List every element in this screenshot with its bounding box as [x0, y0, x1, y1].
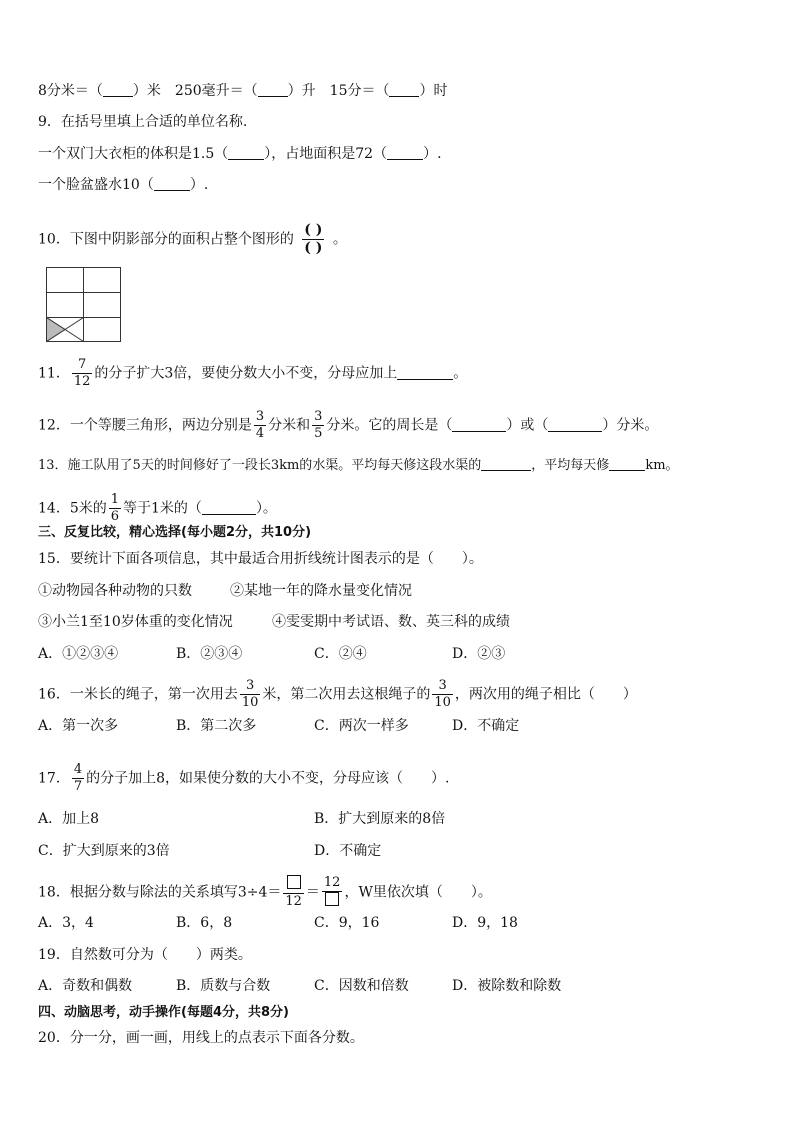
- q15-item-3: ③小兰1至10岁体重的变化情况: [38, 614, 233, 630]
- question-14: [38, 492, 277, 525]
- question-9-title: 9．在括号里填上合适的单位名称.: [38, 114, 248, 130]
- q16-option-c[interactable]: C．两次一样多: [314, 718, 409, 734]
- fraction: [109, 492, 121, 525]
- text: ）时: [419, 83, 448, 99]
- text: 13．施工队用了5天的时间修好了一段长3km的水渠。平均每天修这段水渠的: [38, 458, 482, 473]
- question-16: [38, 678, 637, 711]
- text: 14．5米的: [38, 500, 107, 517]
- text: 分米。它的周长是（: [326, 417, 453, 434]
- fraction-denominator: 7: [73, 779, 83, 794]
- text: 12．一个等腰三角形，两边分别是: [38, 417, 252, 434]
- q16-option-d[interactable]: D．不确定: [452, 718, 520, 734]
- q16-option-b[interactable]: B．第二次多: [176, 718, 257, 734]
- answer-blank[interactable]: [609, 456, 645, 471]
- q17-option-c[interactable]: C．扩大到原来的3倍: [38, 843, 170, 859]
- fraction-numerator: 1: [110, 492, 120, 507]
- fraction-numerator: 3: [240, 678, 261, 695]
- text: ）分米。: [602, 417, 659, 434]
- q16-option-a[interactable]: A．第一次多: [38, 718, 119, 734]
- fraction: [72, 357, 93, 390]
- question-19: 19．自然数可分为（ ）两类。: [38, 947, 252, 963]
- answer-blank[interactable]: [389, 82, 419, 97]
- question-9b: [38, 175, 208, 195]
- text: 。: [332, 231, 347, 248]
- answer-blank[interactable]: [481, 456, 531, 471]
- q15-item-1: ①动物园各种动物的只数: [38, 583, 192, 599]
- text: ＝: [305, 884, 320, 901]
- q15-item-2: ②某地一年的降水量变化情况: [230, 583, 412, 599]
- text: 等于1米的（: [123, 500, 202, 517]
- text: 一个脸盆盛水10（: [38, 177, 154, 193]
- text: ，两次用的绳子相比（ ）: [454, 686, 637, 703]
- text: ）。: [255, 500, 277, 517]
- fraction: [72, 762, 84, 795]
- answer-blank[interactable]: [103, 82, 133, 97]
- text: 17．: [38, 770, 70, 787]
- question-11: [38, 357, 467, 390]
- text: 的分子扩大3倍，要使分数大小不变，分母应加上: [94, 365, 398, 382]
- fraction: [312, 409, 324, 442]
- q19-option-b[interactable]: B．质数与合数: [176, 978, 271, 994]
- text: 的分子加上8，如果使分数的大小不变，分母应该（ ）.: [86, 770, 450, 787]
- question-17: [38, 762, 449, 795]
- text: ），占地面积是72（: [264, 146, 388, 162]
- answer-blank[interactable]: [452, 417, 506, 432]
- q15-option-a[interactable]: A．①②③④: [38, 646, 119, 662]
- q18-option-b[interactable]: B．6，8: [176, 915, 233, 931]
- q19-option-d[interactable]: D．被除数和除数: [452, 978, 562, 994]
- q18-option-d[interactable]: D．9，18: [452, 915, 518, 931]
- text: 11．: [38, 365, 70, 382]
- q18-option-c[interactable]: C．9，16: [314, 915, 380, 931]
- text: 。: [453, 365, 468, 382]
- question-20: 20．分一分，画一画，用线上的点表示下面各分数。: [38, 1030, 364, 1046]
- blank-box-icon[interactable]: [287, 875, 301, 889]
- fraction: [432, 678, 453, 711]
- text: ）或（: [506, 417, 549, 434]
- fraction-numerator: ( ): [304, 222, 323, 238]
- fraction-numerator: 3: [432, 678, 453, 695]
- answer-blank[interactable]: [548, 417, 602, 432]
- fraction-numerator: 7: [72, 357, 93, 374]
- text: 8分米＝（: [38, 83, 103, 99]
- question-9a: [38, 144, 442, 164]
- fraction-numerator: [283, 875, 304, 894]
- blank-box-icon[interactable]: [325, 892, 339, 906]
- text: ）.: [423, 146, 442, 162]
- q17-option-d[interactable]: D．不确定: [314, 843, 382, 859]
- fraction: [283, 875, 304, 910]
- fraction-numerator: 3: [314, 409, 323, 424]
- fraction-denominator: 5: [314, 426, 323, 441]
- q17-option-b[interactable]: B．扩大到原来的8倍: [314, 811, 446, 827]
- q19-option-c[interactable]: C．因数和倍数: [314, 978, 409, 994]
- fraction-numerator: 4: [73, 762, 83, 777]
- text: ，平均每天修: [531, 458, 610, 473]
- unit-conversion-line: [38, 81, 447, 101]
- fraction: [254, 409, 266, 442]
- text: 分米和: [268, 417, 311, 434]
- answer-blank[interactable]: [258, 82, 288, 97]
- text: ，W里依次填（ ）。: [344, 884, 492, 901]
- q15-option-d[interactable]: D．②③: [452, 646, 506, 662]
- text: km。: [645, 458, 679, 473]
- fraction-denominator: 6: [110, 509, 120, 524]
- fraction-numerator: 3: [255, 409, 265, 424]
- question-15: 15．要统计下面各项信息，其中最适合用折线统计图表示的是（ ）。: [38, 551, 483, 567]
- text: 一个双门大衣柜的体积是1.5（: [38, 146, 229, 162]
- question-10: [38, 222, 347, 257]
- text: ）升 15分＝（: [287, 83, 390, 99]
- fraction-denominator: 10: [434, 695, 451, 710]
- fraction: [240, 678, 261, 711]
- answer-blank[interactable]: [202, 500, 256, 515]
- q15-option-b[interactable]: B．②③④: [176, 646, 243, 662]
- question-18: [38, 875, 492, 910]
- answer-blank[interactable]: [397, 365, 453, 380]
- fraction-denominator: 10: [241, 695, 259, 710]
- section-3-heading: 三、反复比较，精心选择(每小题2分，共10分): [38, 525, 312, 540]
- fraction-denominator: 12: [73, 374, 91, 389]
- text: 18．根据分数与除法的关系填写3÷4＝: [38, 884, 282, 901]
- text: ）.: [189, 177, 209, 193]
- fraction-denominator: 4: [255, 426, 265, 441]
- answer-blank[interactable]: [154, 176, 190, 191]
- q15-option-c[interactable]: C．②④: [314, 646, 367, 662]
- question-13: [38, 456, 679, 476]
- answer-fraction-box[interactable]: [302, 222, 324, 257]
- q19-option-a[interactable]: A．奇数和偶数: [38, 978, 133, 994]
- q15-item-4: ④雯雯期中考试语、数、英三科的成绩: [272, 614, 510, 630]
- text: 10．下图中阴影部分的面积占整个图形的: [38, 231, 294, 248]
- fraction-denominator: ( ): [304, 240, 323, 256]
- fraction-denominator: 12: [285, 894, 302, 909]
- q17-option-a[interactable]: A．加上8: [38, 811, 100, 827]
- grid-figure: [46, 267, 122, 343]
- answer-blank[interactable]: [387, 145, 423, 160]
- text: ）米 250毫升＝（: [132, 83, 258, 99]
- fraction-numerator: 12: [323, 875, 341, 890]
- question-12: [38, 409, 658, 442]
- section-4-heading: 四、动脑思考，动手操作(每题4分，共8分): [38, 1005, 289, 1020]
- text: 米，第二次用去这根绳子的: [262, 686, 431, 703]
- answer-blank[interactable]: [228, 145, 264, 160]
- fraction-denominator: [322, 892, 343, 910]
- fraction: [322, 875, 343, 910]
- text: 16．一米长的绳子，第一次用去: [38, 686, 238, 703]
- q18-option-a[interactable]: A．3，4: [38, 915, 94, 931]
